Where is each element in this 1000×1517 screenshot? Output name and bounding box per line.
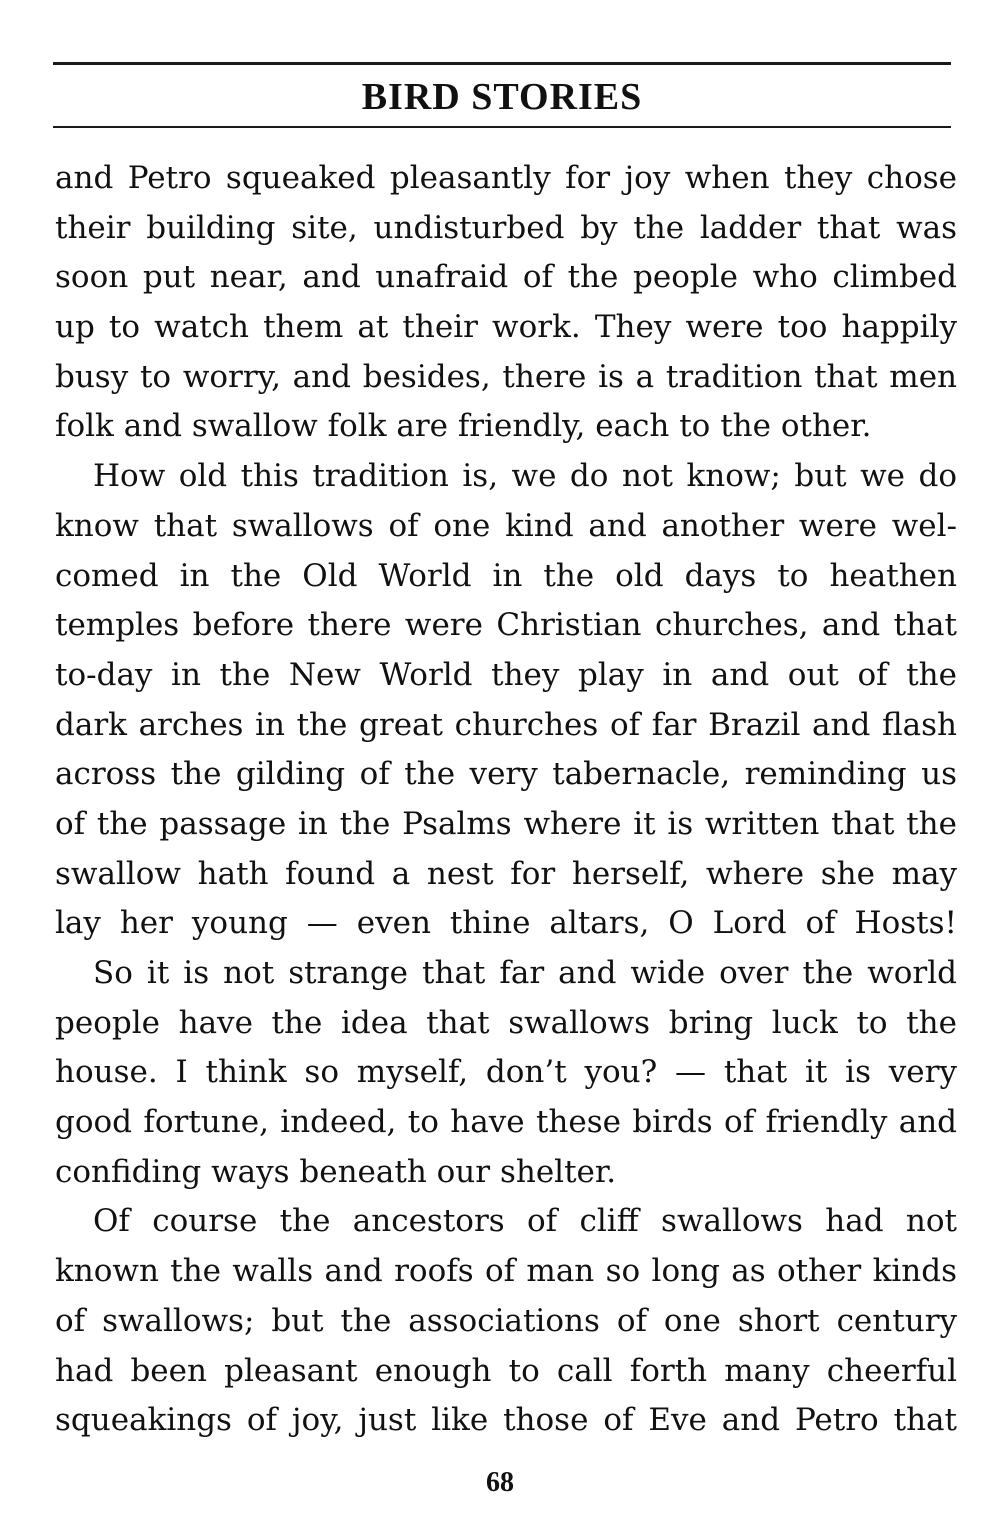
text-line: know that swallows of one kind and another were wel- [55, 507, 957, 544]
header-rule-top [53, 62, 951, 65]
text-line: busy to worry, and besides, there is a tradition that men [55, 358, 957, 395]
text-line: temples before there were Christian churches, and that [55, 607, 957, 644]
header-rule-bottom [53, 126, 951, 128]
text-line: known the walls and roofs of man so long as other kinds [55, 1253, 957, 1290]
text-line: So it is not strange that far and wide over the world [93, 955, 957, 991]
text-line: soon put near, and unafraid of the people who climbed [55, 259, 957, 296]
text-line: people have the idea that swallows bring luck to the [55, 1004, 957, 1041]
text-line: of swallows; but the associations of one short century [55, 1302, 957, 1339]
text-line: house. I think so myself, don’t you? — that it is very [55, 1054, 957, 1091]
text-line: folk and swallow folk are friendly, each to the other. [55, 408, 872, 445]
text-line: swallow hath found a nest for herself, where she may [55, 855, 957, 892]
text-line: How old this tradition is, we do not know; but we do [93, 458, 957, 495]
text-line: to-day in the New World they play in and out of the [55, 656, 957, 693]
text-line: lay her young — even thine altars, O Lord of Hosts! [55, 905, 957, 942]
text-line: squeakings of joy, just like those of Eve and Petro that [55, 1402, 957, 1439]
page-number: 68 [486, 1467, 514, 1498]
text-line: Of course the ancestors of cliff swallows had not [93, 1203, 957, 1240]
body-text [55, 154, 957, 1446]
text-line: of the passage in the Psalms where it is written that the [55, 805, 957, 842]
text-line: confiding ways beneath our shelter. [55, 1153, 617, 1190]
running-head: BIRD STORIES [361, 76, 643, 118]
text-line: comed in the Old World in the old days to heathen [55, 557, 957, 594]
text-line: dark arches in the great churches of far Brazil and flash [55, 706, 957, 743]
text-line: good fortune, indeed, to have these birds of friendly and [55, 1104, 957, 1141]
text-line: across the gilding of the very tabernacle, reminding us [55, 756, 957, 793]
text-line: their building site, undisturbed by the ladder that was [55, 209, 957, 246]
text-line: had been pleasant enough to call forth many cheerful [55, 1352, 957, 1389]
text-line: and Petro squeaked pleasantly for joy when they chose [55, 160, 957, 196]
text-line: up to watch them at their work. They were too happily [55, 309, 957, 346]
